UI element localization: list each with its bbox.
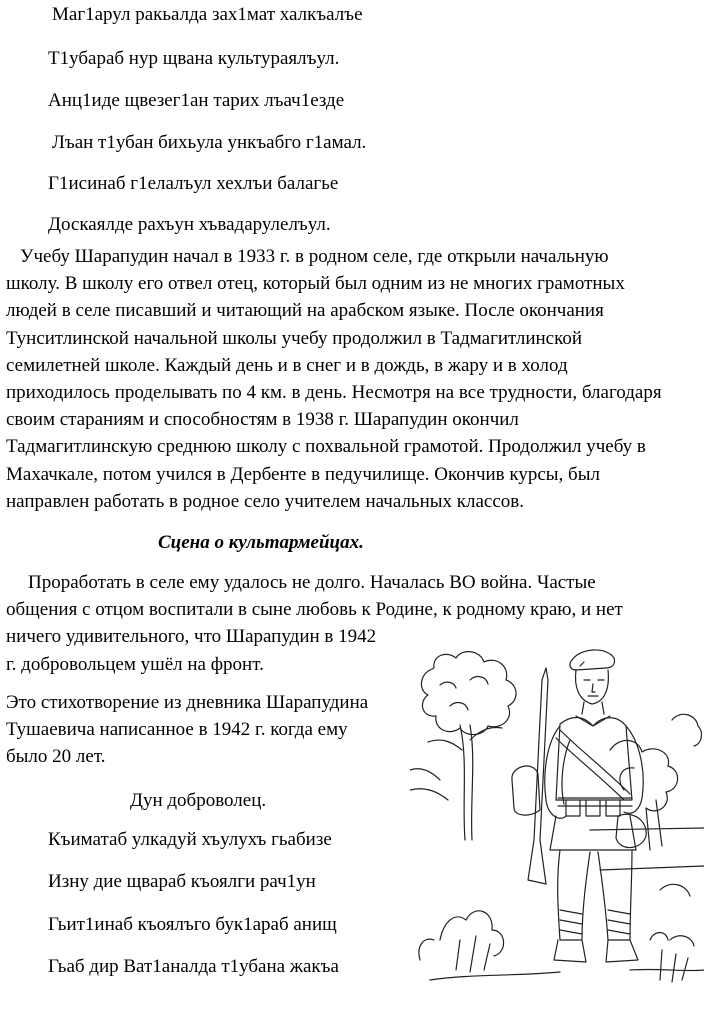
paragraph-line: г. добровольцем ушёл на фронт. xyxy=(6,653,264,675)
soldier-illustration xyxy=(410,640,704,1010)
paragraph-line: ничего удивительного, что Шарапудин в 1942 xyxy=(6,626,377,648)
poem-1-line: Г1исинаб г1елалъул хехлъи балагье xyxy=(48,173,339,194)
poem-1-line: Т1убараб нур щвана культураялъул. xyxy=(48,48,340,69)
scene-heading: Сцена о культармейцах. xyxy=(158,532,364,553)
tree-drawing xyxy=(410,652,516,840)
paragraph-line: направлен работать в родное село учителем начальных классов. xyxy=(6,490,525,512)
paragraph-line: людей в селе писавший и читающий на арабском языке. После окончания xyxy=(6,300,604,322)
paragraph-line: Тушаевича написанное в 1942 г. когда ему xyxy=(6,719,348,741)
poem-2-line: Гьит1инаб къоялъго бук1араб анищ xyxy=(48,914,337,935)
ground-drawing xyxy=(419,911,704,982)
soldier-figure xyxy=(512,650,646,962)
poem-2-title: Дун доброволец. xyxy=(130,790,267,811)
paragraph-line: семилетней школе. Каждый день и в снег и в дождь, в жару и в холод xyxy=(6,354,568,376)
poem-1-line: Маг1арул ракьалда зах1мат халкъалъе xyxy=(52,4,363,25)
paragraph-line: Это стихотворение из дневника Шарапудина xyxy=(6,692,369,713)
poem-1-line: Доскаялде рахъун хъвадарулелъул. xyxy=(48,214,331,235)
paragraph-line: школу. В школу его отвел отец, который был одним из не многих грамотных xyxy=(6,273,625,295)
poem-2-line: Къиматаб улкадуй хъулухъ гьабизе xyxy=(48,829,332,850)
paragraph-line: общения с отцом воспитали в сыне любовь к Родине, к родному краю, и нет xyxy=(6,599,623,621)
paragraph-line: своим стараниям и способностям в 1938 г. Шарапудин окончил xyxy=(6,409,519,431)
poem-2-line: Изну дие щвараб къоялги рач1ун xyxy=(48,871,316,892)
poem-1-line: Анц1иде щвезег1ан тарих лъач1езде xyxy=(48,90,345,111)
paragraph-line: Тунситлинской начальной школы учебу продолжил в Тадмагитлинской xyxy=(6,327,583,349)
biography-paragraph xyxy=(6,243,704,515)
poem-1-line: Лъан т1убан бихьула ункъабго г1амал. xyxy=(52,132,367,153)
poem-2-line: Гьаб дир Ват1аналда т1убана жакъа xyxy=(48,956,339,977)
paragraph-line: Махачкале, потом учился в Дербенте в педучилище. Окончив курсы, был xyxy=(6,463,600,485)
paragraph-line: Проработать в селе ему удалось не долго. Началась ВО война. Частые xyxy=(28,572,596,593)
paragraph-line: Тадмагитлинскую среднюю школу с похвальной грамотой. Продолжил учебу в xyxy=(6,436,646,458)
bushes-drawing xyxy=(590,714,704,946)
paragraph-line: было 20 лет. xyxy=(6,746,106,768)
paragraph-line: Учебу Шарапудин начал в 1933 г. в родном селе, где открыли начальную xyxy=(20,246,609,267)
paragraph-line: приходилось проделывать по 4 км. в день. Несмотря на все трудности, благодаря xyxy=(6,382,662,404)
